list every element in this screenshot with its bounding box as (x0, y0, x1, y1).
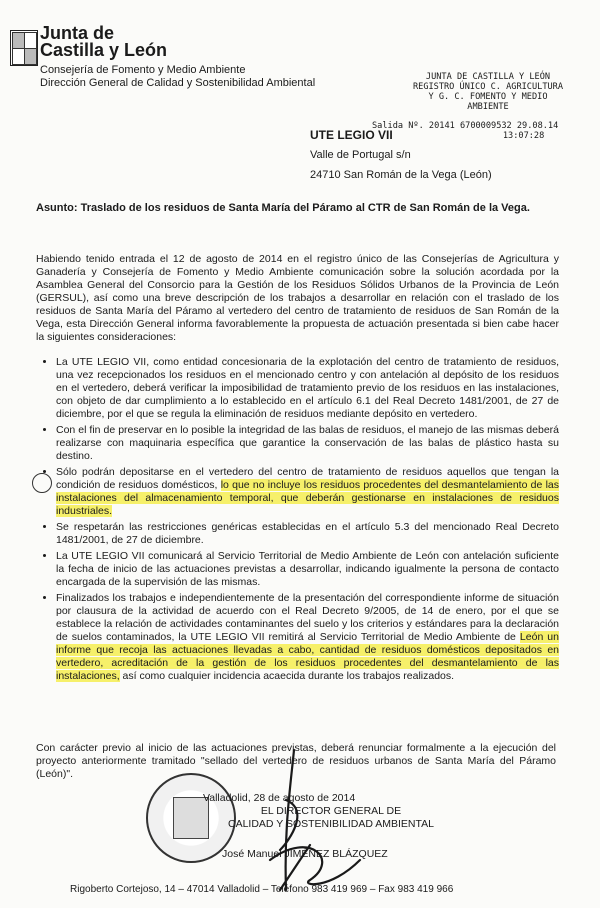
org-line-1: Junta de (40, 23, 115, 43)
signer-title-line-1: EL DIRECTOR GENERAL DE (260, 805, 402, 817)
stamp-line-2: REGISTRO ÚNICO C. AGRICULTURA (412, 82, 564, 92)
list-item (56, 550, 559, 589)
salida-time: 13:07:28 (502, 131, 545, 141)
salida-label: Salida (372, 121, 404, 131)
highlighted-text: lo que no incluye los residuos procedentes del desmantelamiento de las instalaciones del almacenamiento temporal, que deberán gestionarse en instalaciones de residuos industriales. (56, 479, 559, 517)
recipient-name: UTE LEGIO VII (310, 128, 393, 142)
org-line-2: Castilla y León (40, 40, 168, 60)
dept-line-2: Dirección General de Calidad y Sostenibilidad Ambiental (40, 77, 316, 89)
list-item-text: La UTE LEGIO VII, como entidad concesionaria de la explotación del centro de tratamiento de residuos, una vez recepcionados los residuos en el mencionado centro y con antelación al depósito de los residuos en el vertedero, deberá verificar la imposibilidad de tratamiento previo de los residuos en las instalaciones, con objeto de dar cumplimiento a lo establecido en el artículo 6.1 del Real Decreto 1481/2001, de 27 de diciembre, por el que se regula la eliminación de residuos mediante depósito en vertedero. (56, 356, 559, 420)
list-item-text: Finalizados los trabajos e independientemente de la presentación del correspondiente informe de situación por clausura de la actividad de acuerdo con el Real Decreto 9/2005, de 14 de enero, por el que se establece la relación de actividades contaminantes del suelo y los criterios y estándares para la declaración de suelos contaminados, la UTE LEGIO VII remitirá al Servicio Territorial de Medio Ambiente de (56, 592, 559, 643)
list-item-text: así como cualquier incidencia acaecida durante los trabajos realizados. (119, 670, 455, 682)
list-item-text: Sólo podrán depositarse en el vertedero del centro de tratamiento de residuos aquellos que tengan la condición de residuos domésticos, (56, 466, 559, 491)
handwritten-circle-mark (32, 473, 52, 493)
footer-address: Rigoberto Cortejoso, 14 – 47014 Valladolid – Teléfono 983 419 969 – Fax 983 419 966 (70, 884, 454, 895)
list-item (56, 356, 559, 421)
department (40, 64, 315, 90)
list-item (56, 521, 559, 547)
signer-title-line-2: CALIDAD Y SOSTENIBILIDAD AMBIENTAL (228, 818, 434, 830)
closing-paragraph: Con carácter previo al inicio de las actuaciones previstas, deberá renunciar formalmente a la ejecución del proyecto anteriormente tramitado "sellado del vertedero de residuos urbanos de Santa María del Páramo (León)". (36, 742, 556, 780)
considerations-list (36, 356, 559, 683)
registry-stamp (383, 72, 593, 112)
subject-text: Traslado de los residuos de Santa María del Páramo al CTR de San Román de la Vega. (80, 202, 530, 214)
list-item (56, 424, 559, 463)
signature-date: Valladolid, 28 de agosto de 2014 (203, 792, 356, 804)
stamp-line-1: JUNTA DE CASTILLA Y LEÓN (425, 72, 551, 82)
letter-body (36, 253, 559, 686)
salida-number: Nº. 20141 6700009532 29.08.14 (408, 121, 559, 131)
subject-label: Asunto: (36, 202, 78, 214)
intro-paragraph: Habiendo tenido entrada el 12 de agosto de 2014 en el registro único de las Consejerías de Agricultura y Ganadería y Consejería de Fomento y Medio Ambiente comunicación sobre la solución acordada por la Asamblea General del Consorcio para la Gestión de los Residuos Sólidos Urbanos de la Provincia de León (GERSUL), así como una breve descripción de los trabajos a desarrollar en relación con el traslado de los residuos de Santa María del Páramo al vertedero del centro de tratamiento de residuos de San Román de la Vega, esta Dirección General informa favorablemente la propuesta de actuación presentada si bien cabe hacer la siguientes consideraciones: (36, 253, 559, 343)
dept-line-1: Consejería de Fomento y Medio Ambiente (40, 64, 246, 76)
coat-of-arms-icon (10, 30, 38, 66)
salida-stamp (372, 121, 558, 141)
handwritten-signature (250, 740, 410, 900)
recipient-address-1: Valle de Portugal s/n (310, 149, 411, 161)
highlighted-text: León un informe que recoja las actuaciones llevadas a cabo, cantidad de residuos domésticos depositados en vertedero, acreditación de la gestión de los residuos procedentes del desmantelamiento de las instalaciones, (56, 631, 559, 682)
list-item-text: La UTE LEGIO VII comunicará al Servicio Territorial de Medio Ambiente de León con antelación suficiente la fecha de inicio de las actuaciones previstas a desarrollar, indicando igualmente la persona de contacto encargada de la supervisión de las mismas. (56, 550, 559, 588)
recipient-address-2: 24710 San Román de la Vega (León) (310, 169, 492, 181)
list-item (56, 592, 559, 683)
stamp-line-3: Y G. C. FOMENTO Y MEDIO (428, 92, 548, 102)
organization-name (40, 25, 167, 59)
list-item-text: Se respetarán las restricciones genéricas establecidas en el artículo 5.3 del mencionado Real Decreto 1481/2001, de 27 de diciembre. (56, 521, 559, 546)
subject (36, 202, 558, 215)
stamp-line-4: AMBIENTE (467, 102, 509, 112)
list-item-text: Con el fin de preservar en lo posible la integridad de las balas de residuos, el manejo de las mismas deberá realizarse con maquinaria específica que garantice la conservación de las balas de plástico hasta su destino. (56, 424, 559, 462)
list-item (56, 466, 559, 518)
signer-name: José Manuel JIMÉNEZ BLÁZQUEZ (222, 848, 388, 860)
